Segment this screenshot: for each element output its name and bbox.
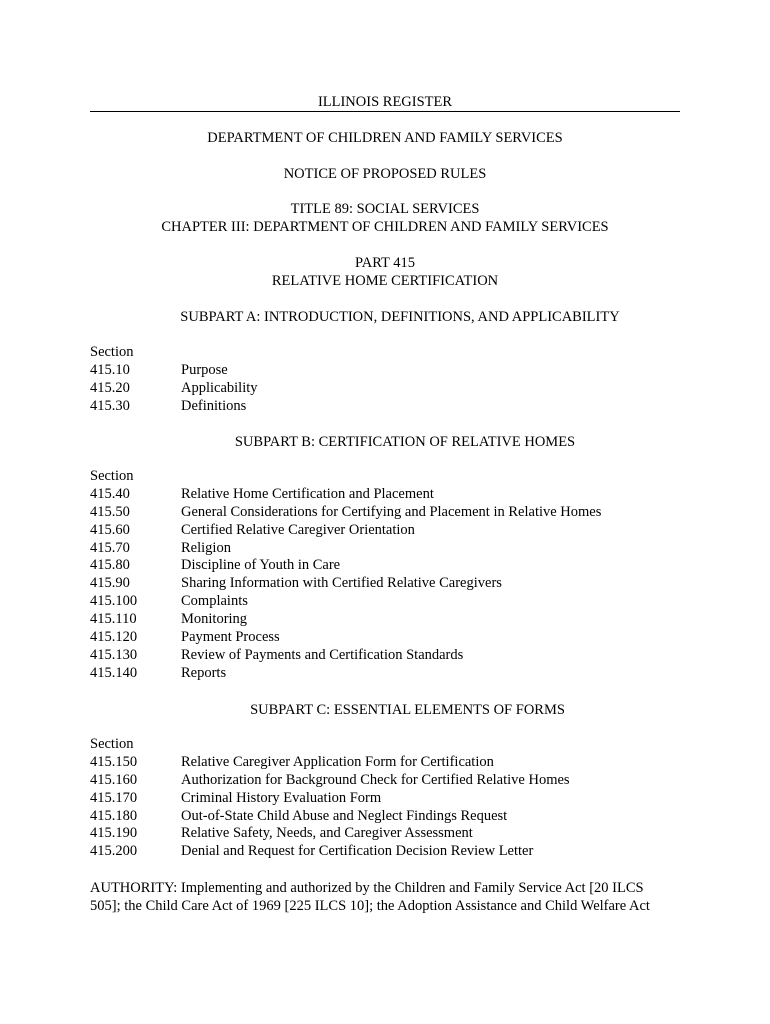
section-title: Complaints — [181, 593, 248, 610]
section-title: Monitoring — [181, 611, 248, 628]
subpart-b-section-list — [90, 468, 690, 683]
section-number: 415.170 — [90, 789, 138, 806]
subpart-b-title: SUBPART B: CERTIFICATION OF RELATIVE HOMES — [234, 434, 576, 450]
table-row — [90, 808, 690, 826]
section-number: 415.110 — [90, 611, 137, 628]
title-heading: TITLE 89: SOCIAL SERVICES — [290, 201, 480, 217]
section-number: 415.50 — [90, 503, 130, 520]
part-heading: PART 415 — [355, 255, 415, 271]
section-title: Certified Relative Caregiver Orientation — [181, 521, 415, 538]
section-number: 415.90 — [90, 575, 130, 592]
section-number: 415.120 — [90, 629, 138, 646]
table-row — [90, 772, 690, 790]
table-row — [90, 593, 690, 611]
section-number: 415.40 — [90, 485, 130, 502]
table-row — [90, 504, 690, 522]
section-label-row — [90, 468, 690, 486]
table-row — [90, 825, 690, 843]
section-label-row — [90, 736, 690, 754]
section-number: 415.100 — [90, 593, 138, 610]
subpart-c-section-list — [90, 736, 690, 861]
section-number: 415.190 — [90, 825, 138, 842]
section-title: Relative Safety, Needs, and Caregiver Assessment — [181, 825, 473, 842]
section-title: Payment Process — [181, 629, 280, 646]
section-label: Section — [90, 468, 134, 484]
table-row — [90, 398, 690, 416]
section-number: 415.80 — [90, 557, 130, 574]
section-title: Out-of-State Child Abuse and Neglect Findings Request — [181, 807, 508, 824]
section-label-row — [90, 344, 690, 362]
section-title: Definitions — [181, 397, 247, 414]
section-title: Sharing Information with Certified Relative Caregivers — [181, 575, 502, 592]
section-title: Relative Home Certification and Placement — [181, 485, 434, 502]
section-number: 415.60 — [90, 521, 130, 538]
section-title: Criminal History Evaluation Form — [181, 789, 382, 806]
notice-heading: NOTICE OF PROPOSED RULES — [283, 166, 487, 182]
section-title: General Considerations for Certifying and Placement in Relative Homes — [181, 503, 602, 520]
table-row — [90, 380, 690, 398]
register-title: ILLINOIS REGISTER — [317, 94, 453, 110]
table-row — [90, 362, 690, 380]
section-number: 415.30 — [90, 397, 130, 414]
section-title: Religion — [181, 539, 231, 556]
register-header — [90, 94, 680, 112]
table-row — [90, 665, 690, 683]
table-row — [90, 629, 690, 647]
section-number: 415.160 — [90, 771, 138, 788]
table-row — [90, 575, 690, 593]
section-title: Purpose — [181, 361, 228, 378]
section-title: Review of Payments and Certification Standards — [181, 646, 464, 663]
section-number: 415.200 — [90, 843, 138, 860]
subpart-c-title: SUBPART C: ESSENTIAL ELEMENTS OF FORMS — [250, 702, 565, 718]
section-number: 415.130 — [90, 646, 138, 663]
section-title: Discipline of Youth in Care — [181, 557, 341, 574]
section-number: 415.10 — [90, 361, 130, 378]
table-row — [90, 647, 690, 665]
table-row — [90, 522, 690, 540]
section-label: Section — [90, 344, 134, 360]
section-number: 415.180 — [90, 807, 138, 824]
section-title: Reports — [181, 664, 227, 681]
section-title: Applicability — [181, 379, 258, 396]
section-label: Section — [90, 736, 134, 752]
table-row — [90, 557, 690, 575]
part-name-heading: RELATIVE HOME CERTIFICATION — [271, 273, 499, 289]
section-title: Denial and Request for Certification Decision Review Letter — [181, 843, 534, 860]
authority-line-1: AUTHORITY: Implementing and authorized by the Children and Family Service Act [20 ILCS — [90, 880, 644, 896]
subpart-a-title: SUBPART A: INTRODUCTION, DEFINITIONS, AND APPLICABILITY — [180, 309, 620, 325]
section-number: 415.20 — [90, 379, 130, 396]
authority-paragraph — [90, 879, 682, 915]
department-heading: DEPARTMENT OF CHILDREN AND FAMILY SERVICES — [207, 130, 563, 146]
authority-line-2: 505]; the Child Care Act of 1969 [225 ILCS 10]; the Adoption Assistance and Child Welfare Act — [90, 898, 650, 914]
table-row — [90, 843, 690, 861]
table-row — [90, 486, 690, 504]
subpart-a-section-list — [90, 344, 690, 416]
section-number: 415.140 — [90, 664, 138, 681]
section-number: 415.150 — [90, 753, 138, 770]
table-row — [90, 754, 690, 772]
chapter-heading: CHAPTER III: DEPARTMENT OF CHILDREN AND FAMILY SERVICES — [161, 219, 609, 235]
table-row — [90, 611, 690, 629]
table-row — [90, 790, 690, 808]
section-number: 415.70 — [90, 539, 130, 556]
table-row — [90, 540, 690, 558]
section-title: Authorization for Background Check for Certified Relative Homes — [181, 771, 570, 788]
section-title: Relative Caregiver Application Form for Certification — [181, 753, 494, 770]
